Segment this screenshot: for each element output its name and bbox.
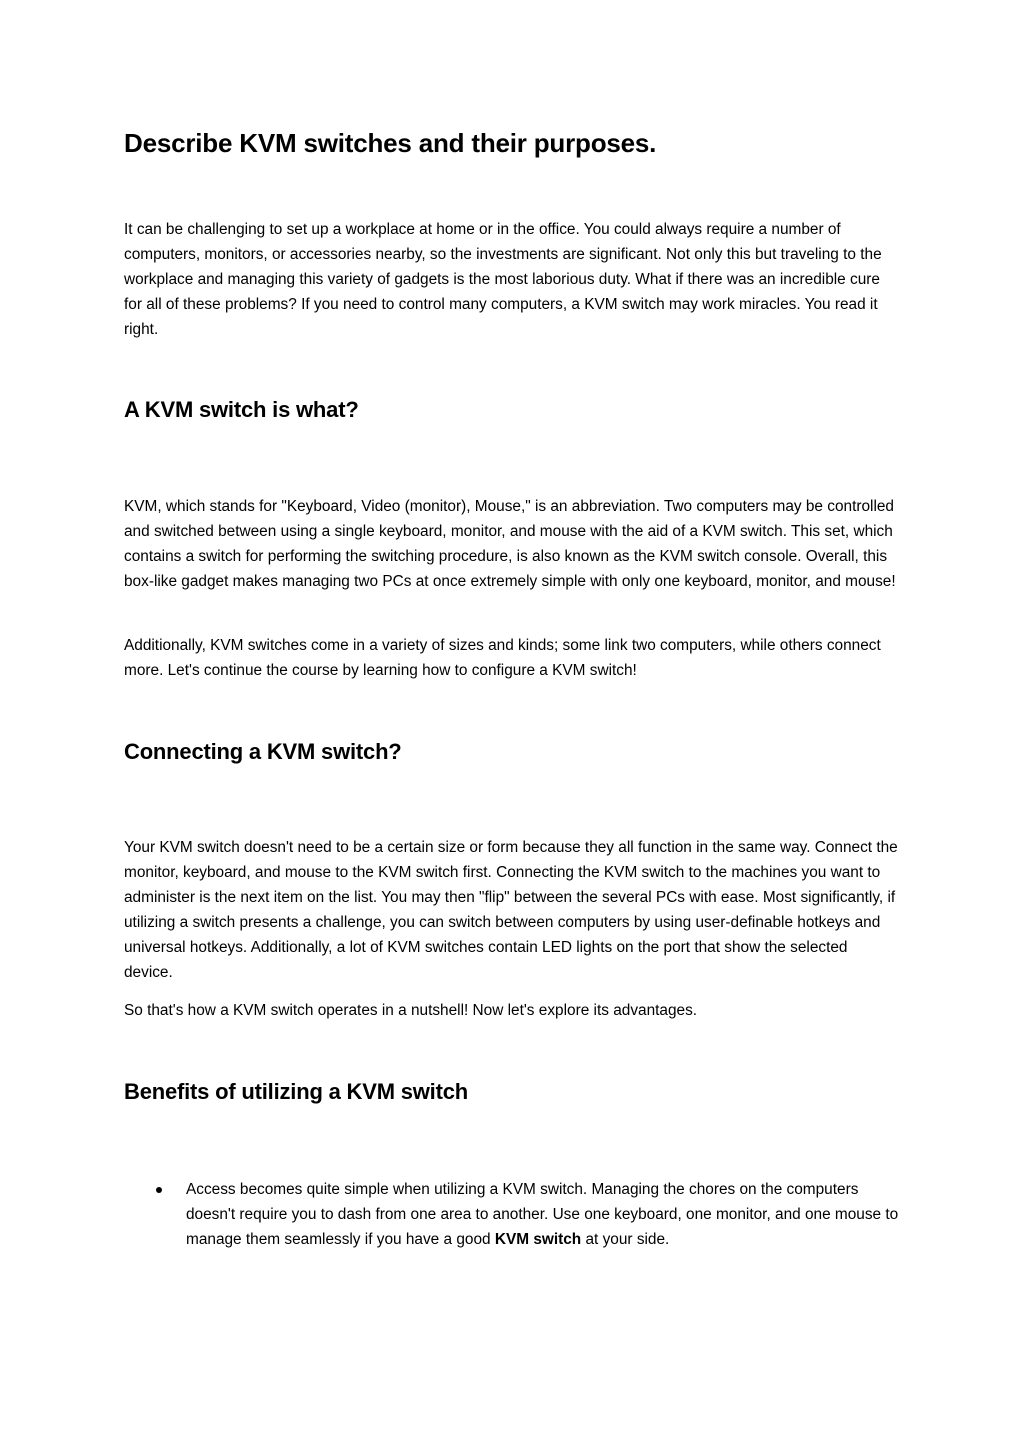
section-heading-benefits: Benefits of utilizing a KVM switch	[124, 1079, 468, 1104]
connecting-paragraph-1: Your KVM switch doesn't need to be a certain size or form because they all function in the same way. Connect the monitor, keyboard, and mouse to the KVM switch first. Connecting the KVM switch to the machines you want to administer is the next item on the list. You may then "flip" between the several PCs with ease. Most significantly, if utilizing a switch presents a challenge, you can switch between computers by using user-definable hotkeys and universal hotkeys. Additionally, a lot of KVM switches contain LED lights on the port that show the selected device.	[124, 839, 898, 981]
section-heading-what-is: A KVM switch is what?	[124, 397, 359, 422]
section-heading-connecting: Connecting a KVM switch?	[124, 739, 402, 764]
list-item	[124, 1177, 899, 1252]
what-is-paragraph-2: Additionally, KVM switches come in a variety of sizes and kinds; some link two computers, while others connect more. Let's continue the course by learning how to configure a KVM switch!	[124, 637, 881, 679]
intro-paragraph: It can be challenging to set up a workplace at home or in the office. You could always require a number of computers, monitors, or accessories nearby, so the investments are significant. Not only this but traveling to the workplace and managing this variety of gadgets is the most laborious duty. What if there was an incredible cure for all of these problems? If you need to control many computers, a KVM switch may work miracles. You read it right.	[124, 221, 882, 338]
connecting-paragraph-2: So that's how a KVM switch operates in a nutshell! Now let's explore its advantages.	[124, 1002, 698, 1019]
list-item-text-before: Access becomes quite simple when utilizing a KVM switch. Managing the chores on the computers doesn't require you to dash from one area to another. Use one keyboard, one monitor, and one mouse to manage them seamlessly if you have a good	[186, 1181, 899, 1248]
benefits-list	[124, 1177, 899, 1252]
what-is-paragraph-1: KVM, which stands for "Keyboard, Video (monitor), Mouse," is an abbreviation. Two computers may be controlled and switched between using a single keyboard, monitor, and mouse with the aid of a KVM switch. This set, which contains a switch for performing the switching procedure, is also known as the KVM switch console. Overall, this box-like gadget makes managing two PCs at once extremely simple with only one keyboard, monitor, and mouse!	[124, 498, 896, 590]
list-item-bold-text: KVM switch	[494, 1231, 582, 1248]
list-item-text-after: at your side.	[581, 1231, 670, 1248]
document-title: Describe KVM switches and their purposes.	[124, 128, 657, 158]
bullet-icon	[156, 1187, 162, 1193]
